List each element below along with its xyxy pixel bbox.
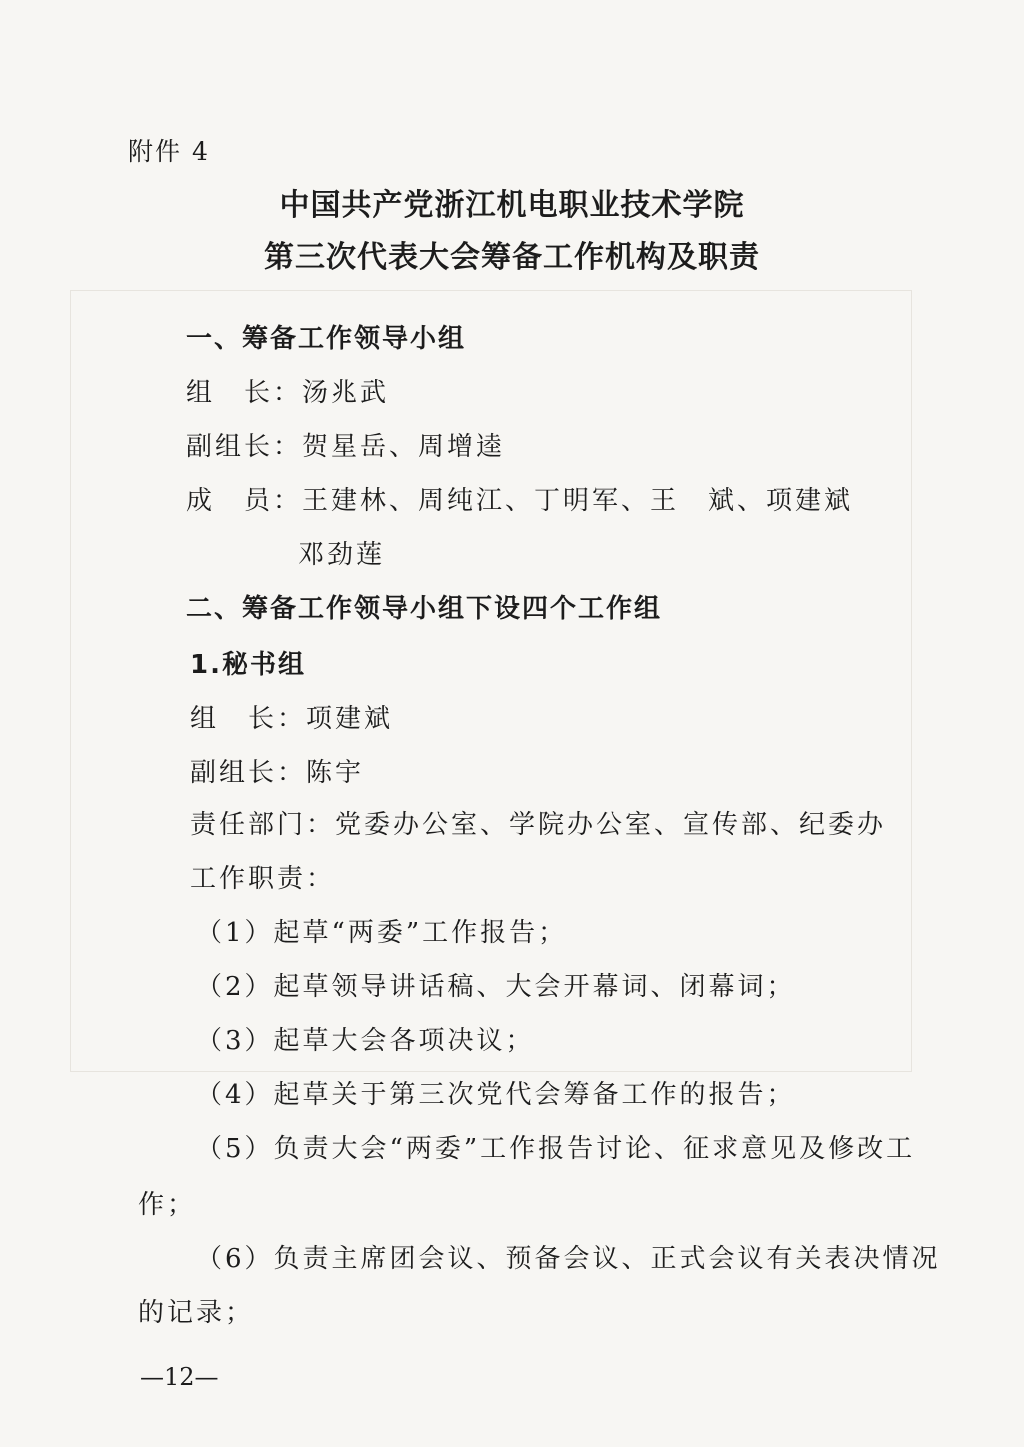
section2-heading: 二、筹备工作领导小组下设四个工作组 <box>186 594 663 624</box>
leader-row <box>186 372 389 409</box>
document-title-line1: 中国共产党浙江机电职业技术学院 <box>279 188 745 223</box>
duty-item: （5）负责大会“两委”工作报告讨论、征求意见及修改工 <box>196 1134 916 1164</box>
group1-dept: 党委办公室、学院办公室、宣传部、纪委办 <box>335 810 887 840</box>
group1-title: 1.秘书组 <box>190 650 306 680</box>
leader-name: 汤兆武 <box>302 378 390 408</box>
leader-label: 组 长： <box>186 378 303 408</box>
group1-leader-name: 项建斌 <box>306 704 394 734</box>
group1-duties-label: 工作职责： <box>190 864 336 894</box>
group1-deputy-row <box>190 752 364 789</box>
deputy-names: 贺星岳、周增逵 <box>302 432 506 462</box>
section1-heading: 一、筹备工作领导小组 <box>186 324 467 354</box>
group1-deputy-label: 副组长： <box>190 758 307 788</box>
deputy-label: 副组长： <box>186 432 303 462</box>
duty-item: （2）起草领导讲话稿、大会开幕词、闭幕词； <box>196 972 796 1002</box>
members-label: 成 员： <box>186 486 303 516</box>
attachment-label: 附件 4 <box>128 137 210 166</box>
duty-item-continued: 作； <box>138 1190 197 1220</box>
group1-dept-label: 责任部门： <box>190 810 336 840</box>
duty-item: （1）起草“两委”工作报告； <box>196 918 568 948</box>
group1-dept-row <box>190 804 886 841</box>
members-row <box>186 480 853 517</box>
group1-leader-row <box>190 698 393 735</box>
members-names-continued: 邓劲莲 <box>298 540 386 570</box>
duty-item: （3）起草大会各项决议； <box>196 1026 535 1056</box>
deputy-row <box>186 426 505 463</box>
duty-item: （6）负责主席团会议、预备会议、正式会议有关表决情况 <box>196 1244 941 1274</box>
document-title-line2: 第三次代表大会筹备工作机构及职责 <box>264 240 760 275</box>
group1-deputy-name: 陈宇 <box>306 758 365 788</box>
group1-leader-label: 组 长： <box>190 704 307 734</box>
duty-item: （4）起草关于第三次党代会筹备工作的报告； <box>196 1080 796 1110</box>
page-number: —12— <box>140 1363 219 1391</box>
members-names: 王建林、周纯江、丁明军、王 斌、项建斌 <box>302 486 854 516</box>
duty-item-continued: 的记录； <box>138 1298 255 1328</box>
